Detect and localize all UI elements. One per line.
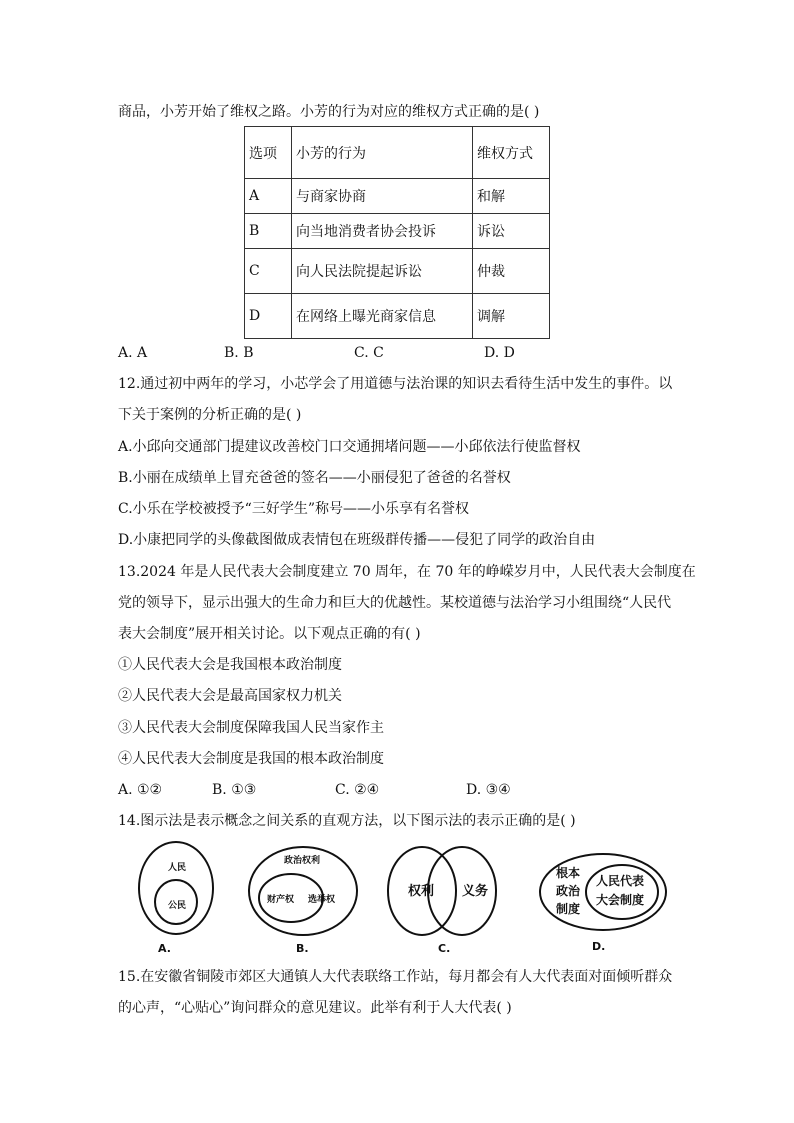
diagram-c-letter: C.	[438, 942, 451, 955]
table-header-cell: 小芳的行为	[292, 127, 473, 179]
table-cell: B	[245, 214, 292, 249]
diagram-b-left-label: 财产权	[267, 895, 295, 905]
table-row	[245, 249, 550, 294]
q13-item-1: ①人民代表大会是我国根本政治制度	[118, 657, 342, 673]
diagram-d-outer-line-2: 政治	[556, 884, 581, 898]
q13-answer-c: C. ②④	[335, 782, 380, 798]
diagram-d-outer-line-3: 制度	[556, 902, 581, 916]
q11-answer-d: D. D	[484, 345, 515, 361]
q13-item-4: ④人民代表大会制度是我国的根本政治制度	[118, 751, 384, 767]
table-cell: 向人民法院提起诉讼	[292, 249, 473, 294]
diagram-d-inner-line-1: 人民代表	[596, 874, 645, 888]
diagram-a-inner-label: 公民	[168, 901, 187, 911]
q13-stem-line-3: 表大会制度”展开相关讨论。以下观点正确的有( )	[118, 626, 421, 642]
table-cell: 仲裁	[473, 249, 550, 294]
q11-stem-tail: 商品，小芳开始了维权之路。小芳的行为对应的维权方式正确的是( )	[118, 104, 540, 120]
table-cell: C	[245, 249, 292, 294]
q12-stem-line-2: 下关于案例的分析正确的是( )	[118, 407, 302, 423]
q11-answer-b: B. B	[224, 345, 254, 361]
table-cell: 与商家协商	[292, 179, 473, 214]
diagram-b-outer-label: 政治权利	[284, 856, 321, 866]
diagram-d-inner-line-2: 大会制度	[596, 893, 645, 907]
q12-option-a: A.小邱向交通部门提建议改善校门口交通拥堵问题——小邱依法行使监督权	[118, 439, 581, 455]
diagram-d-letter: D.	[592, 940, 606, 953]
q12-option-b: B.小丽在成绩单上冒充爸爸的签名——小丽侵犯了爸爸的名誉权	[118, 470, 511, 486]
diagram-b	[248, 844, 360, 955]
table-row	[245, 214, 550, 249]
diagram-a-letter: A.	[158, 942, 171, 955]
q13-answer-a: A. ①②	[118, 782, 163, 798]
q13-item-3: ③人民代表大会制度保障我国人民当家作主	[118, 720, 384, 736]
diagram-c-right-label: 义务	[462, 884, 489, 899]
q15-stem-line-2: 的心声，“心贴心”询问群众的意见建议。此举有利于人大代表( )	[118, 1000, 512, 1016]
q12-option-c: C.小乐在学校被授予“三好学生”称号——小乐享有名誉权	[118, 501, 469, 517]
diagram-a-shapes	[138, 838, 218, 943]
table-row	[245, 127, 550, 179]
q13-answer-d: D. ③④	[466, 782, 511, 798]
q15-stem-line-1: 15.在安徽省铜陵市郊区大通镇人大代表联络工作站，每月都会有人大代表面对面倾听群众	[118, 969, 673, 985]
q11-options-table	[244, 126, 550, 339]
table-cell: A	[245, 179, 292, 214]
diagram-d-outer-label	[556, 864, 580, 918]
diagram-c	[386, 844, 498, 955]
diagram-a-outer-label: 人民	[168, 863, 187, 873]
diagram-b-right-label: 选举权	[308, 895, 336, 905]
table-row	[245, 294, 550, 339]
q12-option-d: D.小康把同学的头像截图做成表情包在班级群传播——侵犯了同学的政治自由	[118, 532, 596, 548]
diagram-d-inner-label	[596, 872, 644, 910]
table-cell: 向当地消费者协会投诉	[292, 214, 473, 249]
table-cell: 在网络上曝光商家信息	[292, 294, 473, 339]
table-cell: 调解	[473, 294, 550, 339]
q13-answer-b: B. ①③	[212, 782, 257, 798]
q13-stem-line-1: 13.2024 年是人民代表大会制度建立 70 周年，在 70 年的峥嵘岁月中，人民代表大会制度在	[118, 564, 696, 580]
table-cell: 和解	[473, 179, 550, 214]
q12-stem-line-1: 12.通过初中两年的学习，小芯学会了用道德与法治课的知识去看待生活中发生的事件。以	[118, 376, 673, 392]
q11-answer-c: C. C	[354, 345, 384, 361]
table-row	[245, 179, 550, 214]
diagram-d-outer-line-1: 根本	[556, 866, 581, 880]
q14-stem: 14.图示法是表示概念之间关系的直观方法，以下图示法的表示正确的是( )	[118, 813, 576, 829]
diagram-a	[138, 838, 218, 955]
table-cell: D	[245, 294, 292, 339]
diagram-c-left-label: 权利	[408, 884, 435, 899]
diagram-b-letter: B.	[296, 942, 309, 955]
q13-stem-line-2: 党的领导下，显示出强大的生命力和巨大的优越性。某校道德与法治学习小组围绕“人民代	[118, 595, 672, 611]
q13-item-2: ②人民代表大会是最高国家权力机关	[118, 688, 342, 704]
diagram-d	[538, 852, 668, 953]
table-header-cell: 选项	[245, 127, 292, 179]
table-cell: 诉讼	[473, 214, 550, 249]
q11-answer-a: A. A	[118, 345, 148, 361]
table-header-cell: 维权方式	[473, 127, 550, 179]
